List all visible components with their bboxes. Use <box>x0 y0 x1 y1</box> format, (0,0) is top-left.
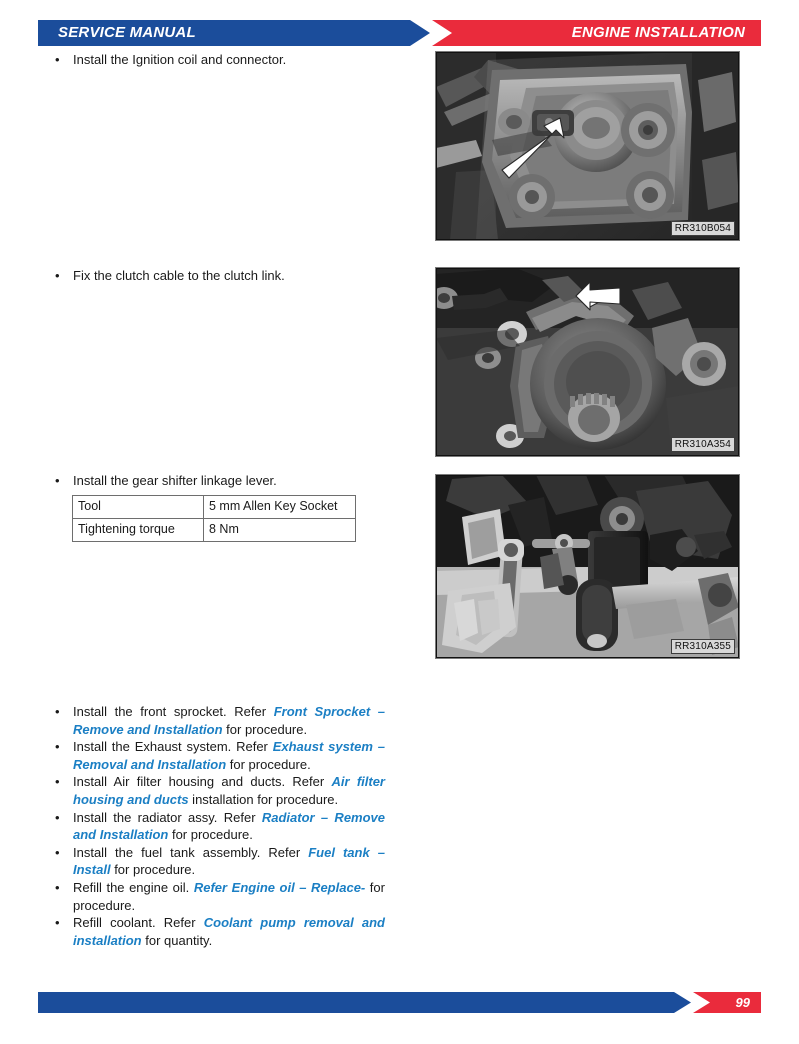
photo-ignition-coil-image <box>436 52 739 240</box>
list-item <box>55 773 385 808</box>
post-installation-notes-list <box>55 703 385 949</box>
spec-value: 5 mm Allen Key Socket <box>204 496 356 519</box>
cross-reference-link[interactable]: Air filter housing and ducts <box>73 774 385 807</box>
bullet-icon: • <box>55 739 60 755</box>
spec-key: Tightening torque <box>73 519 204 542</box>
cross-reference-link[interactable]: Front Sprocket – Remove and Installation <box>73 704 386 737</box>
list-item <box>55 914 385 949</box>
page-footer <box>38 992 761 1013</box>
step-install-gear-shifter-linkage <box>55 472 415 489</box>
cross-reference-link[interactable]: Coolant pump removal and installation <box>73 915 385 948</box>
list-item <box>55 844 385 879</box>
note-plain-text: Install the radiator assy. Refer <box>73 809 262 825</box>
spec-key: Tool <box>73 496 204 519</box>
cross-reference-link[interactable]: Fuel tank – Install <box>73 844 385 878</box>
cross-reference-link[interactable]: Exhaust system – Removal and Installation <box>73 739 385 772</box>
note-plain-text: Refill the engine oil. <box>73 879 194 895</box>
torque-spec-table <box>72 495 356 542</box>
photo-caption: RR310B054 <box>671 221 735 236</box>
bullet-icon: • <box>55 268 60 283</box>
note-plain-text: for quantity. <box>141 932 213 948</box>
note-text-6 <box>73 915 385 948</box>
note-plain-text: for procedure. <box>73 879 385 913</box>
step-text: Install the Ignition coil and connector. <box>73 52 287 67</box>
photo-clutch-cable <box>435 267 740 457</box>
bullet-icon: • <box>55 774 60 790</box>
list-item <box>55 738 385 773</box>
note-text-0 <box>73 704 385 737</box>
bullet-icon: • <box>55 915 60 931</box>
bullet-icon: • <box>55 704 60 719</box>
cross-reference-link[interactable]: Radiator – Remove and Installation <box>73 809 386 843</box>
photo-gear-shifter-linkage-image <box>436 475 739 658</box>
note-text-3 <box>73 810 385 843</box>
note-plain-text: Install Air filter housing and ducts. Refer <box>73 774 332 790</box>
table-row <box>73 496 356 519</box>
list-item <box>55 703 385 738</box>
list-item <box>55 809 385 844</box>
header-section-title: ENGINE INSTALLATION <box>571 24 745 41</box>
step-install-ignition-coil <box>55 51 415 68</box>
note-plain-text: Refill coolant. Refer <box>73 915 204 931</box>
photo-caption: RR310A354 <box>671 437 735 452</box>
bullet-icon: • <box>55 879 60 895</box>
note-plain-text: for procedure. <box>222 721 308 737</box>
footer-left-band <box>38 992 691 1013</box>
note-plain-text: for procedure. <box>110 862 196 878</box>
bullet-icon: • <box>55 844 60 860</box>
spec-value: 8 Nm <box>204 519 356 542</box>
note-plain-text: for procedure. <box>168 827 253 843</box>
list-item <box>55 879 385 914</box>
bullet-icon: • <box>55 473 60 488</box>
photo-ignition-coil <box>435 51 740 241</box>
bullet-icon: • <box>55 52 60 67</box>
note-text-5 <box>73 880 385 913</box>
photo-gear-shifter-linkage <box>435 474 740 659</box>
note-plain-text: Install the Exhaust system. Refer <box>73 739 273 755</box>
header-service-manual-label: SERVICE MANUAL <box>58 24 196 41</box>
table-row <box>73 519 356 542</box>
note-plain-text: Install the fuel tank assembly. Refer <box>73 844 309 860</box>
note-plain-text: for procedure. <box>226 756 311 772</box>
page-number: 99 <box>735 995 750 1010</box>
note-plain-text: installation for procedure. <box>188 791 339 807</box>
cross-reference-link[interactable]: Refer Engine oil – Replace- <box>193 879 366 895</box>
note-text-1 <box>73 739 385 772</box>
page-header <box>38 20 761 46</box>
step-fix-clutch-cable <box>55 267 415 284</box>
photo-caption: RR310A355 <box>671 639 735 654</box>
photo-clutch-cable-image <box>436 268 739 456</box>
step-text: Fix the clutch cable to the clutch link. <box>73 268 285 283</box>
note-plain-text: Install the front sprocket. Refer <box>73 704 274 719</box>
note-text-4 <box>73 845 385 878</box>
step-text: Install the gear shifter linkage lever. <box>73 473 277 488</box>
footer-right-band <box>693 992 761 1013</box>
note-text-2 <box>73 774 385 807</box>
bullet-icon: • <box>55 809 60 825</box>
